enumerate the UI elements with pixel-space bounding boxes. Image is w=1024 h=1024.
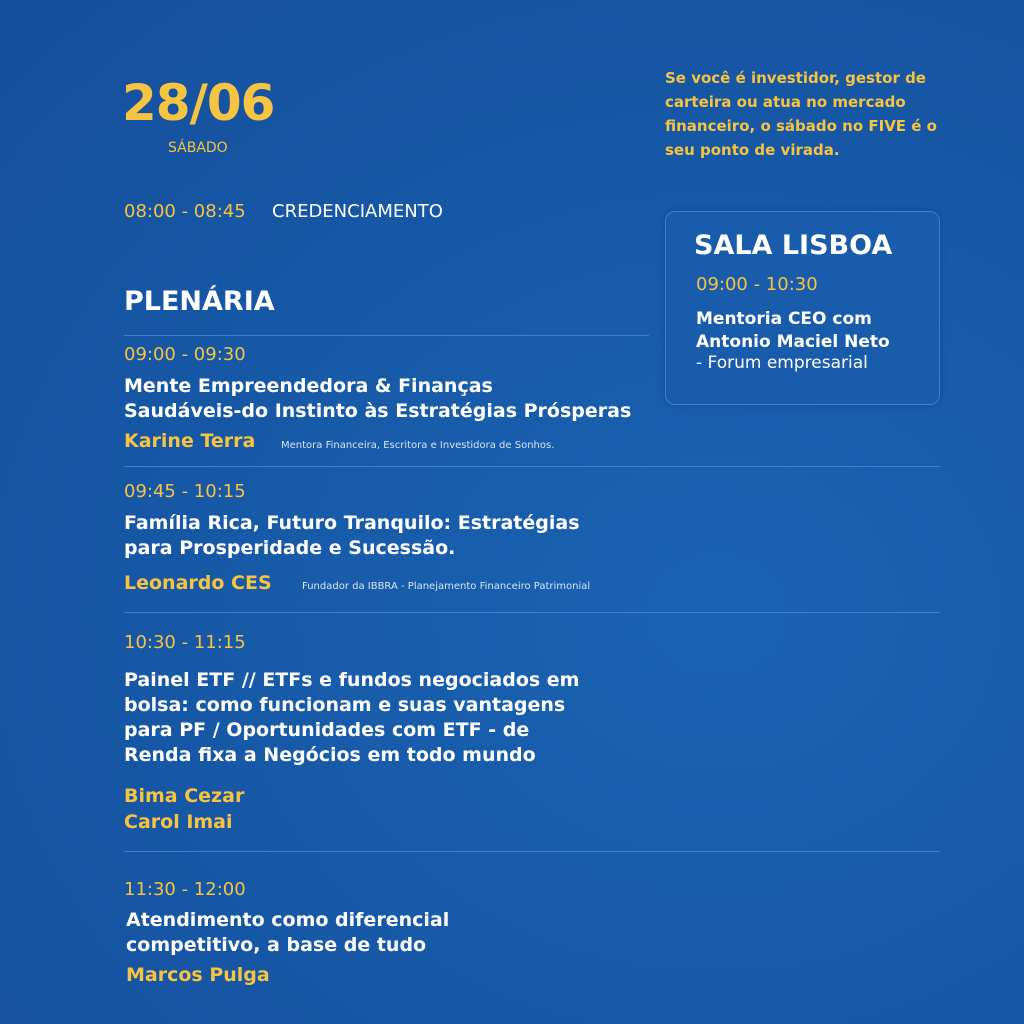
intro-strong: o sábado no FIVE é o seu ponto de virada.	[665, 117, 937, 159]
sala-lisboa-subtitle: - Forum empresarial	[696, 353, 868, 373]
divider	[124, 466, 940, 467]
divider	[124, 335, 649, 336]
sala-lisboa-session: Mentoria CEO com Antonio Maciel Neto	[696, 309, 890, 352]
session-3-time: 10:30 - 11:15	[124, 632, 246, 653]
session-3-speaker-2: Carol Imai	[124, 811, 233, 833]
session-2-role: Fundador da IBBRA - Planejamento Financeiro Patrimonial	[302, 581, 591, 592]
credenciamento-label: CREDENCIAMENTO	[272, 201, 443, 222]
sala-lisboa-title: SALA LISBOA	[694, 230, 893, 261]
session-3-speaker: Bima Cezar	[124, 785, 245, 807]
sala-lisboa-time: 09:00 - 10:30	[696, 274, 818, 295]
intro-text	[665, 66, 955, 162]
event-weekday: SÁBADO	[168, 140, 228, 156]
session-2-title: Família Rica, Futuro Tranquilo: Estratégias para Prosperidade e Sucessão.	[124, 512, 580, 559]
intro-normal: Se você é investidor, gestor de carteira ou atua no mercado financeiro,	[665, 69, 926, 135]
sala-lisboa-card	[665, 211, 940, 405]
plenaria-title: PLENÁRIA	[124, 286, 275, 317]
session-4-title: Atendimento como diferencial competitivo, a base de tudo	[126, 909, 450, 956]
session-2-speaker: Leonardo CES	[124, 572, 272, 594]
session-1-speaker: Karine Terra	[124, 430, 256, 452]
credenciamento-time: 08:00 - 08:45	[124, 201, 246, 222]
divider	[124, 612, 940, 613]
event-date: 28/06	[122, 74, 275, 132]
session-4-speaker: Marcos Pulga	[126, 964, 270, 986]
divider	[124, 851, 940, 852]
session-1-title: Mente Empreendedora & Finanças Saudáveis-do Instinto às Estratégias Prósperas	[124, 375, 632, 422]
session-2-time: 09:45 - 10:15	[124, 481, 246, 502]
session-1-time: 09:00 - 09:30	[124, 344, 246, 365]
session-1-role: Mentora Financeira, Escritora e Investidora de Sonhos.	[281, 440, 555, 451]
session-4-time: 11:30 - 12:00	[124, 879, 246, 900]
session-3-title: Painel ETF // ETFs e fundos negociados em bolsa: como funcionam e suas vantagens para PF / Oportunidades com ETF - de Renda fixa a Negócios em todo mundo	[124, 669, 580, 766]
